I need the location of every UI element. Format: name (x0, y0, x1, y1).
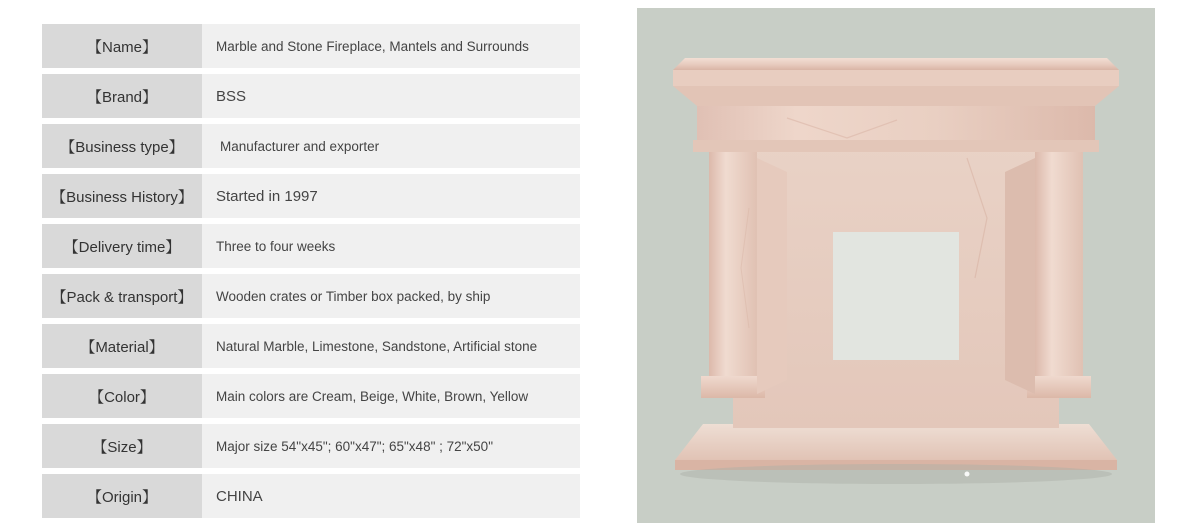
frieze-moulding (693, 140, 1099, 152)
spec-label-size: 【Size】 (42, 424, 202, 468)
spec-value-brand: BSS (202, 74, 580, 118)
table-row (42, 474, 580, 518)
ground-shadow (680, 464, 1112, 484)
mantel-shelf-top (673, 58, 1119, 70)
hearth-slab (675, 424, 1117, 460)
spec-label-color: 【Color】 (42, 374, 202, 418)
mantel-shelf-face (673, 70, 1119, 86)
spec-label-material: 【Material】 (42, 324, 202, 368)
left-return (757, 158, 787, 394)
spec-value-business-type: Manufacturer and exporter (202, 124, 580, 168)
table-row (42, 424, 580, 468)
spec-label-business-type: 【Business type】 (42, 124, 202, 168)
table-row (42, 124, 580, 168)
product-image-panel (637, 8, 1155, 523)
spec-label-brand: 【Brand】 (42, 74, 202, 118)
spec-label-delivery-time: 【Delivery time】 (42, 224, 202, 268)
spec-value-material: Natural Marble, Limestone, Sandstone, Artificial stone (202, 324, 580, 368)
specification-table (42, 18, 580, 524)
spec-value-business-history: Started in 1997 (202, 174, 580, 218)
highlight-dot (965, 472, 970, 477)
right-leg-plinth (1027, 376, 1091, 398)
table-row (42, 274, 580, 318)
spec-value-name: Marble and Stone Fireplace, Mantels and Surrounds (202, 24, 580, 68)
table-row (42, 74, 580, 118)
spec-value-origin: CHINA (202, 474, 580, 518)
table-row (42, 374, 580, 418)
table-row (42, 224, 580, 268)
table-row (42, 24, 580, 68)
table-row (42, 174, 580, 218)
table-row (42, 324, 580, 368)
spec-label-origin: 【Origin】 (42, 474, 202, 518)
left-leg (709, 146, 757, 394)
spec-label-pack-transport: 【Pack & transport】 (42, 274, 202, 318)
spec-table-body (42, 24, 580, 518)
mantel-shelf-underside (673, 86, 1119, 106)
left-leg-plinth (701, 376, 765, 398)
spec-value-delivery-time: Three to four weeks (202, 224, 580, 268)
firebox-opening (833, 232, 959, 360)
spec-value-pack-transport: Wooden crates or Timber box packed, by ship (202, 274, 580, 318)
spec-label-business-history: 【Business History】 (42, 174, 202, 218)
right-return (1005, 158, 1035, 394)
fireplace-mantel-image (637, 8, 1155, 523)
spec-label-name: 【Name】 (42, 24, 202, 68)
right-leg (1035, 146, 1083, 394)
spec-value-size: Major size 54"x45"; 60"x47"; 65"x48" ; 72"x50" (202, 424, 580, 468)
spec-value-color: Main colors are Cream, Beige, White, Brown, Yellow (202, 374, 580, 418)
